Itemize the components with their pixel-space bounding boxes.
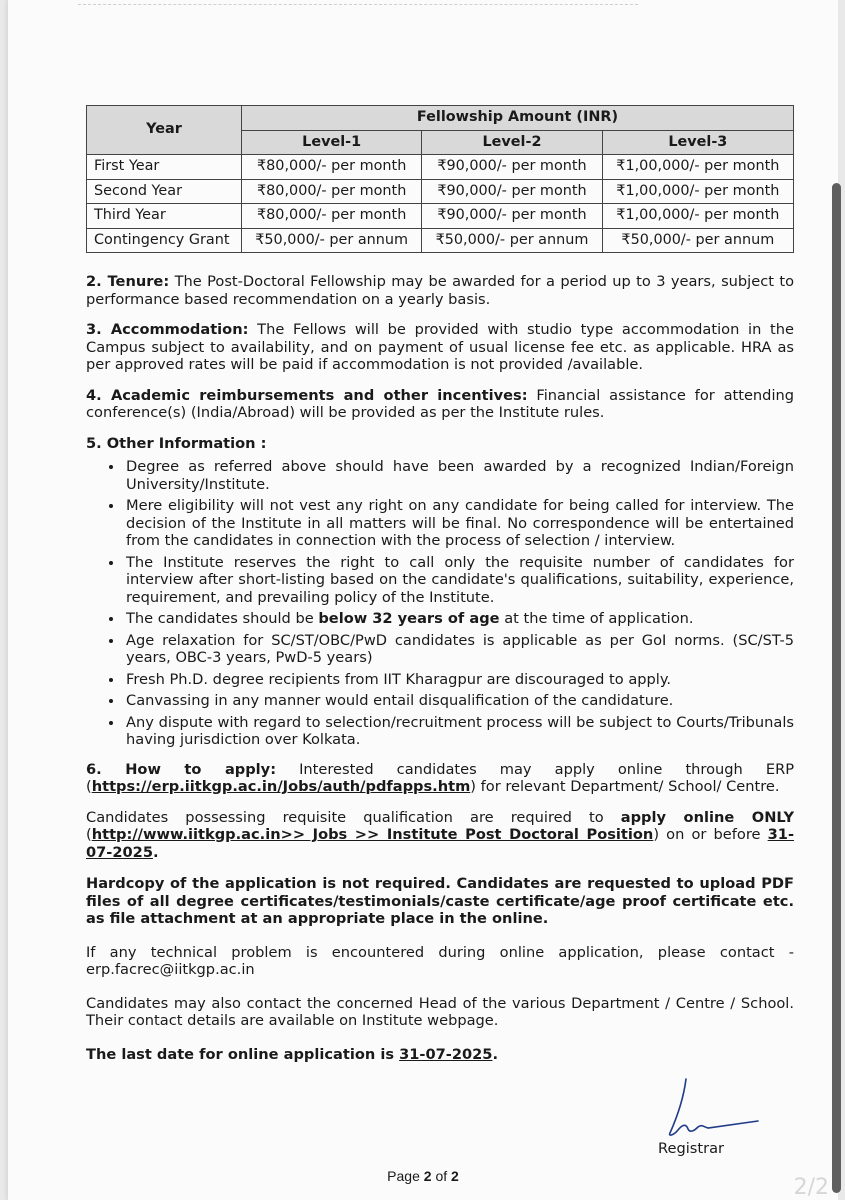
apply-online-pre: Candidates possessing requisite qualification are required to: [86, 808, 604, 826]
level-3-header: Level-3: [602, 130, 793, 155]
col-amount-header: Fellowship Amount (INR): [242, 106, 794, 131]
technical-contact: If any technical problem is encountered during online application, please contact - erp.facrec@iitkgp.ac.in: [86, 943, 794, 978]
apply-line1: Interested candidates may apply online through ERP: [299, 760, 795, 778]
accommodation-text: The Fellows will be provided with studio type accommodation in the Campus subject to availability, and on payment of usual license fee etc. as applicable. HRA as per approved rates will be paid if accommodation is not provided /available.: [86, 321, 794, 373]
age-text-pre: The candidates should be: [126, 610, 314, 627]
cell-level-3: ₹1,00,000/- per month: [602, 155, 793, 180]
list-item: • Degree as referred above should have been awarded by a recognized Indian/Foreign University/Institute.: [124, 458, 794, 493]
cell-level-3: ₹50,000/- per annum: [602, 228, 793, 253]
apply-after-link: ) for relevant Department/ School/ Centre.: [470, 778, 780, 795]
accommodation-section: [86, 321, 794, 374]
cell-level-2: ₹90,000/- per month: [422, 155, 602, 180]
apply-online-post: ) on or before: [653, 826, 761, 843]
table-row: [87, 228, 794, 253]
cell-level-1: ₹50,000/- per annum: [242, 228, 422, 253]
tenure-heading: 2. Tenure:: [86, 273, 170, 290]
cell-level-2: ₹90,000/- per month: [422, 179, 602, 204]
apply-online-paragraph: [86, 809, 794, 862]
cell-level-2: ₹50,000/- per annum: [422, 228, 602, 253]
last-date-pre: The last date for online application is: [86, 1045, 395, 1063]
paren: (: [86, 826, 92, 843]
apply-heading: 6. How to apply:: [86, 760, 277, 778]
viewer-page-indicator: 2/2: [793, 1175, 829, 1200]
apply-section: [86, 761, 794, 796]
row-label: Second Year: [87, 179, 242, 204]
list-item: • The Institute reserves the right to call only the requisite number of candidates for interview after short-listing based on the candidate's qualifications, suitability, experience, requirement, and prevailing policy of the Institute.: [124, 554, 794, 607]
page-current: 2: [423, 1168, 432, 1184]
paren: (: [86, 778, 92, 795]
list-item: • Mere eligibility will not vest any right on any candidate for being called for interview. The decision of the Institute in all matters will be final. No correspondence will be entertained from the candidates in connection with the process of selection / interview.: [124, 497, 794, 550]
age-text-post: at the time of application.: [504, 610, 694, 627]
scan-edge: [78, 4, 638, 6]
other-info-section: [86, 435, 794, 749]
last-date-line: [86, 1046, 794, 1064]
cell-level-3: ₹1,00,000/- per month: [602, 204, 793, 229]
page-of: of: [435, 1168, 448, 1184]
academic-heading: 4. Academic reimbursements and other incentives:: [86, 386, 528, 404]
hardcopy-notice: Hardcopy of the application is not required. Candidates are requested to upload PDF files of all degree certificates/testimonials/caste certificate/age proof certificate etc. as file attachment at an appropriate place in the online.: [86, 875, 794, 927]
table-row: [87, 155, 794, 180]
last-date-value: 31-07-2025: [399, 1045, 493, 1063]
list-item: • Fresh Ph.D. degree recipients from IIT Kharagpur are discouraged to apply.: [124, 671, 794, 689]
list-item: [124, 610, 794, 628]
vertical-scrollbar[interactable]: [832, 183, 841, 1193]
cell-level-3: ₹1,00,000/- per month: [602, 179, 793, 204]
col-year-header: Year: [87, 106, 242, 155]
list-item: • Age relaxation for SC/ST/OBC/PwD candidates is applicable as per GoI norms. (SC/ST-5 years, OBC-3 years, PwD-5 years): [124, 632, 794, 667]
page-number: [8, 1168, 838, 1184]
academic-section: [86, 387, 794, 422]
row-label: Contingency Grant: [87, 228, 242, 253]
row-label: First Year: [87, 155, 242, 180]
page-label: Page: [387, 1168, 420, 1184]
row-label: Third Year: [87, 204, 242, 229]
list-item: • Canvassing in any manner would entail disqualification of the candidature.: [124, 692, 794, 710]
other-info-heading: 5. Other Information :: [86, 434, 267, 452]
erp-link[interactable]: https://erp.iitkgp.ac.in/Jobs/auth/pdfapps.htm: [91, 778, 471, 795]
table-row: [87, 179, 794, 204]
other-info-list: [86, 458, 794, 749]
document-page: [8, 0, 838, 1200]
academic-text: Financial assistance for attending conference(s) (India/Abroad) will be provided as per the Institute rules.: [86, 386, 795, 421]
age-limit: below 32 years of age: [318, 610, 500, 627]
institute-link[interactable]: http://www.iitkgp.ac.in>> Jobs >> Institute Post Doctoral Position: [91, 826, 654, 843]
registrar-title: Registrar: [658, 1140, 725, 1157]
page-total: 2: [451, 1168, 459, 1184]
cell-level-1: ₹80,000/- per month: [242, 204, 422, 229]
cell-level-2: ₹90,000/- per month: [422, 204, 602, 229]
cell-level-1: ₹80,000/- per month: [242, 179, 422, 204]
document-content: [86, 105, 794, 1063]
deadline-date: 31-07-2025: [86, 826, 795, 861]
tenure-section: [86, 273, 794, 308]
apply-online-only: apply online ONLY: [620, 808, 795, 826]
fellowship-table: [86, 105, 794, 253]
tenure-text: The Post-Doctoral Fellowship may be awarded for a period up to 3 years, subject to performance based recommendation on a yearly basis.: [86, 273, 795, 308]
accommodation-heading: 3. Accommodation:: [86, 321, 249, 338]
level-1-header: Level-1: [242, 130, 422, 155]
last-date-dot: .: [492, 1045, 499, 1063]
cell-level-1: ₹80,000/- per month: [242, 155, 422, 180]
table-row: [87, 204, 794, 229]
department-contact: Candidates may also contact the concerned Head of the various Department / Centre / School. Their contact details are available on Institute webpage.: [86, 994, 794, 1029]
list-item: • Any dispute with regard to selection/recruitment process will be subject to Courts/Tribunals having jurisdiction over Kolkata.: [124, 714, 794, 749]
level-2-header: Level-2: [422, 130, 602, 155]
deadline-dot: .: [152, 843, 159, 861]
